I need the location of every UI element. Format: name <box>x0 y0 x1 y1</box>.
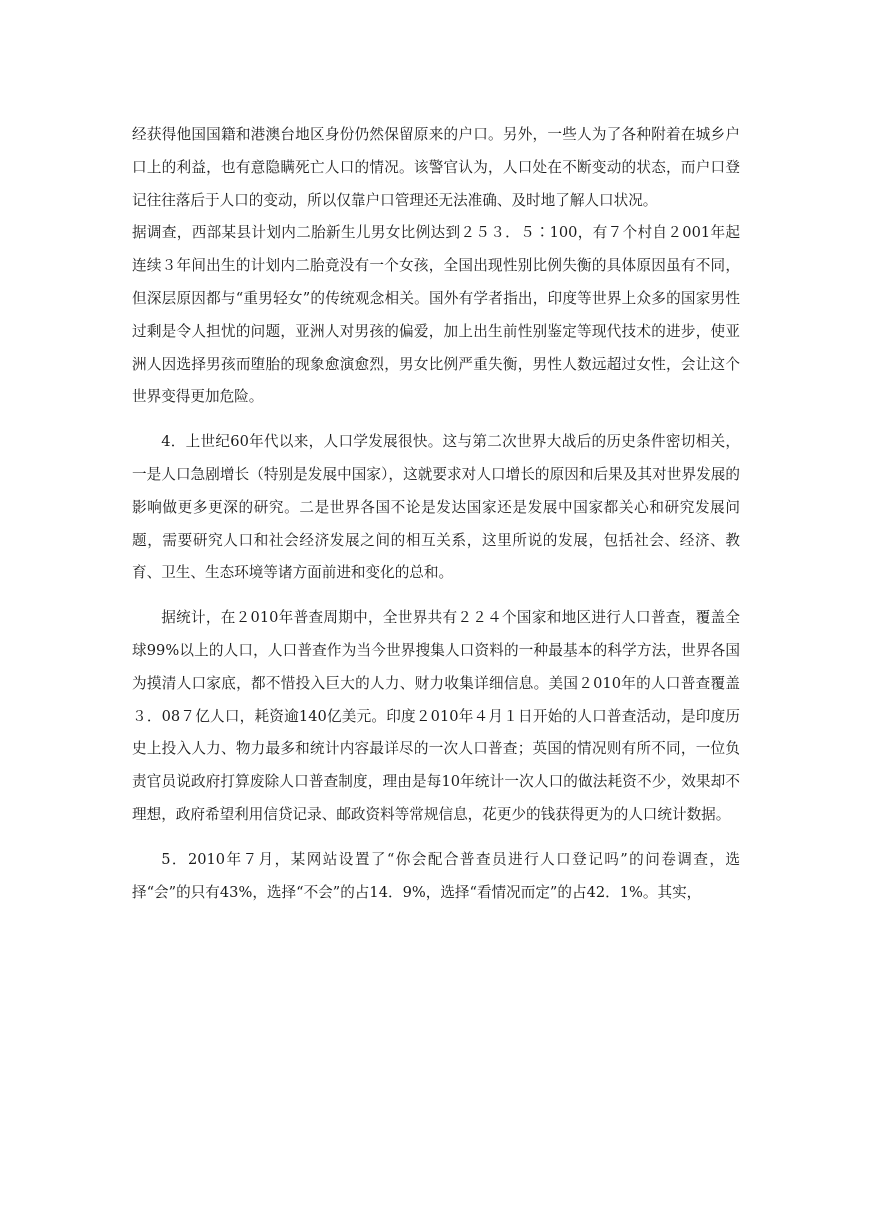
document-body <box>132 119 740 909</box>
paragraph-demography-development: 4．上世纪60年代以来，人口学发展很快。这与第二次世界大战后的历史条件密切相关，一是人口急剧增长（特别是发展中国家），这就要求对人口增长的原因和后果及其对世界发展的影响做更多更深的研究。二是世界各国不论是发达国家还是发展中国家都关心和研究发展问题，需要研究人口和社会经济发展之间的相互关系，这里所说的发展，包括社会、经济、教育、卫生、生态环境等诸方面前进和变化的总和。 <box>132 433 740 582</box>
paragraph-online-survey: 5．2010年７月，某网站设置了“你会配合普查员进行人口登记吗”的问卷调查，选择“会”的只有43%，选择“不会”的占14．9%，选择“看情况而定”的占42．1%。其实， <box>132 850 740 901</box>
paragraph-household-registration-continued: 经获得他国国籍和港澳台地区身份仍然保留原来的户口。另外，一些人为了各种附着在城乡户口上的利益，也有意隐瞒死亡人口的情况。该警官认为，人口处在不断变动的状态，而户口登记往往落后于人口的变动，所以仅靠户口管理还无法准确、及时地了解人口状况。 <box>132 126 740 209</box>
paragraph-census-statistics: 据统计，在２010年普查周期中，全世界共有２２４个国家和地区进行人口普查，覆盖全球99%以上的人口，人口普查作为当今世界搜集人口资料的一种最基本的科学方法，世界各国为摸清人口家底，都不惜投入巨大的人力、财力收集详细信息。美国２010年的人口普查覆盖３．08７亿人口，耗资逾140亿美元。印度２010年４月１日开始的人口普查活动，是印度历史上投入人力、物力最多和统计内容最详尽的一次人口普查；英国的情况则有所不同，一位负责官员说政府打算废除人口普查制度，理由是每10年统计一次人口的做法耗资不少，效果却不理想，政府希望利用信贷记录、邮政资料等常规信息，花更少的钱获得更为的人口统计数据。 <box>132 609 740 823</box>
paragraph-sex-ratio-survey: 据调查，西部某县计划内二胎新生儿男女比例达到２５３．５∶100，有７个村自２001年起连续３年间出生的计划内二胎竟没有一个女孩，全国出现性别比例失衡的具体原因虽有不同，但深层原因都与“重男轻女”的传统观念相关。国外有学者指出，印度等世界上众多的国家男性过剩是令人担忧的问题，亚洲人对男孩的偏爱，加上出生前性别鉴定等现代技术的进步，使亚洲人因选择男孩而堕胎的现象愈演愈烈，男女比例严重失衡，男性人数远超过女性，会让这个世界变得更加危险。 <box>132 224 740 406</box>
